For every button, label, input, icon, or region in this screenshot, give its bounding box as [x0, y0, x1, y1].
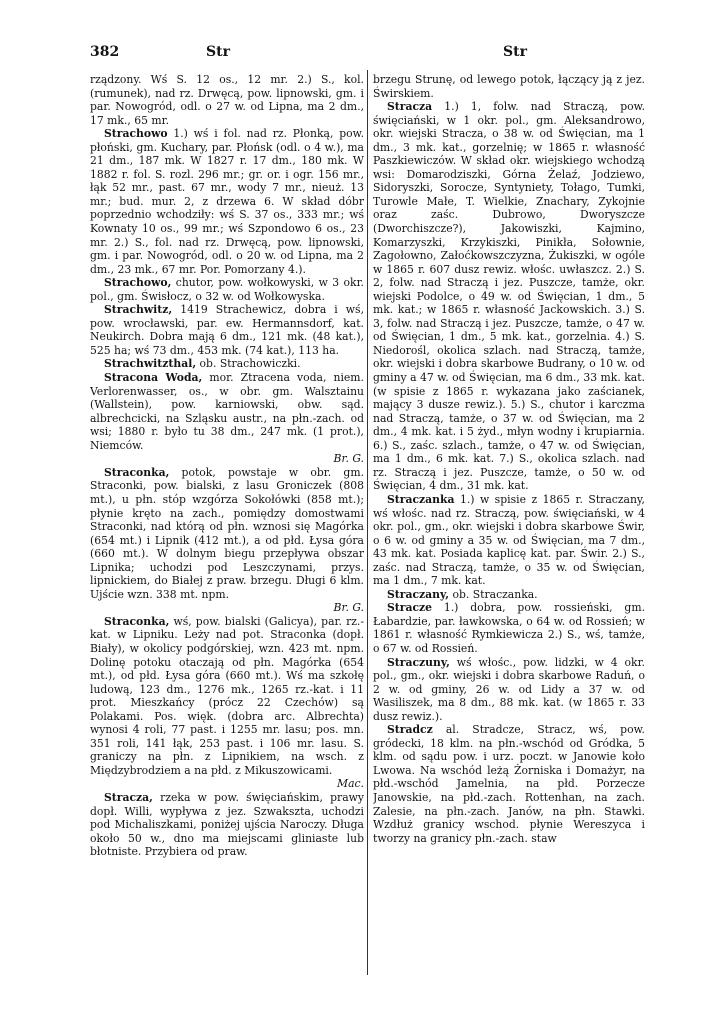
entry-text: 1.) wś i fol. nad rz. Płonką, pow. płoński, gm. Kuchary, par. Płońsk (odl. o 4 w.), ma 21 dm., 187 mk. W 1827 r. 17 dm., 180 mk. W 1882 r. fol. S. rozl. 296 mr.; gr. or. i ogr. 156 mr., łąk 52 mr., past. 67 mr., wody 7 mr., nieuż. 13 mr.; bud. mur. 2, z drzewa 6. W skład dóbr poprzednio wchodziły: wś S. 37 os., 333 mr.; wś Kownaty 10 os., 99 mr.; wś Szpondowo 6 os., 23 mr. 2.) S., fol. nad rz. Drwęcą, pow. lipnowski, gm. i par. Nowogród, odl. o 20 w. od Lipna, ma 2 dm., 23 mk., 67 mr. Por. Pomorzany 4.). [90, 127, 364, 276]
entry-text: mor. Ztracena voda, niem. Verlorenwasser, os., w obr. gm. Walsztainu (Wallstein), pow. karniowski, obw. sąd. albrechcicki, na Szląsku austr., na płn.-zach. od wsi; 1880 r. było tu 38 dm., 247 mk. (1 prot.), Niemców. [90, 371, 364, 452]
dictionary-entry [373, 656, 645, 724]
entry-text: 1.) 1, folw. nad Straczą, pow. święciański, w 1 okr. pol., gm. Aleksandrowo, okr. wiejski Stracza, o 38 w. od Święcian, ma 1 dm., 3 mk. kat., gorzelnię; w 1865 r. własność Paszkiewiczów. W skład okr. wiejskiego wchodzą wsi: Domarodziszki, Górna Żelaź, Jodziewo, Sidoryszki, Sorocze, Syntyniety, Tołago, Tumki, Turowle Małe, T. Wielkie, Znachary, Zykojnie oraz zaśc. Dubrowo, Dworyszcze (Dworchiszcze?), Jakowiszki, Kajmino, Komarzyszki, Krzykiszki, Pinikła, Sołownie, Zagołowno, Załoćkowszczyzna, Żukiszki, w ogóle w 1865 r. 607 dusz rewiz. włośc. uwłaszcz. 2.) S. 2, folw. nad Straczą i jez. Puszcze, tamże, okr. wiejski Podolce, o 49 w. od Święcian, 1 dm., 5 mk. kat.; w 1865 r. własność Jackowskich. 3.) S. 3, folw. nad Straczą i jez. Puszcze, tamże, o 47 w. od Święcian, 1 dm., 5 mk. kat., gorzelnia. 4.) S. Niedorośl, okolica szlach. nad Straczą, tamże, okr. wiejski i dobra skarbowe Budrany, o 10 w. od gminy a 47 w. od Święcian, ma 6 dm., 33 mk. kat. (w spisie z 1865 r. wykazana jako zaścianek, mający 3 dusze rewiz.). 5.) S., chutor i karczma nad Straczą, tamże, o 37 w. od Święcian, ma 2 dm., 4 mk. kat. i 5 żyd., młyn wodny i krupiarnia. 6.) S., zaśc. szlach., tamże, o 47 w. od Święcian, ma 1 dm., 6 mk. kat. 7.) S., okolica szlach. nad rz. Straczą i jez. Puszcze, tamże, o 50 w. od Święcian, 4 dm., 31 mk. kat. [373, 100, 645, 493]
dictionary-entry [90, 357, 364, 371]
dictionary-entry [90, 466, 364, 601]
entry-text: ob. Strachowiczki. [196, 357, 301, 371]
dictionary-entry [90, 127, 364, 276]
column-divider [367, 70, 368, 975]
entry-text: wś, pow. bialski (Galicya), par. rz.-kat. w Lipniku. Leży nad pot. Straconka (dopł. Biały), w okolicy podgórskiej, wzn. 423 mt. npm. Dolinę potoku otaczają od płn. Magórka (654 mt.), od płd. Łysa góra (660 mt.). Wś ma szkołę ludową, 123 dm., 1276 mk., 1265 rz.-kat. i 11 prot. Mieszkańcy (prócz 22 Czechów) są Polakami. Pos. więk. (dobra arc. Albrechta) wynosi 4 roli, 77 past. i 1255 mr. lasu; pos. mn. 351 roli, 141 łąk, 253 past. i 106 mr. lasu. S. graniczy na płn. z Lipnikiem, na wsch. z Międzybrodziem a na płd. z Mikuszowicami. [90, 614, 364, 777]
dictionary-entry [90, 371, 364, 452]
entry-headword: Strachowo, [104, 276, 172, 290]
entry-headword: Stracza [387, 100, 433, 114]
entry-headword: Stracze [387, 601, 433, 615]
entry-text: rządzony. Wś S. 12 os., 12 mr. 2.) S., kol. (rumunek), nad rz. Drwęcą, pow. lipnowski, gm. i par. Nowogród, odl. o 27 w. od Lipna, ma 2 dm., 17 mk., 65 mr. [90, 73, 364, 127]
entry-text: 1.) dobra, pow. rossieński, gm. Łabardzie, par. ławkowska, o 64 w. od Rossień; w 1861 r. własność Rymkiewicza 2.) S., wś, tamże, o 67 w. od Rossień. [373, 601, 645, 655]
right-column [373, 73, 645, 973]
entry-text: rzeka w pow. święciańskim, prawy dopł. Willi, wypływa z jez. Szwakszta, uchodzi pod Michaliszkami, poniżej ujścia Naroczy. Długa około 50 w., dno ma miejscami gliniaste lub błotniste. Przybiera od praw. [90, 790, 364, 859]
entry-headword: Strachwitzthal, [104, 357, 197, 371]
entry-headword: Strachwitz, [104, 303, 173, 317]
page-header [90, 44, 672, 66]
left-column [90, 73, 364, 973]
entry-text: chutor, pow. wołkowyski, w 3 okr. pol., gm. Świsłocz, o 32 w. od Wołkowyska. [90, 276, 364, 303]
dictionary-entry [373, 100, 645, 493]
dictionary-entry [373, 601, 645, 655]
dictionary-entry [373, 588, 645, 602]
entry-headword: Straconka, [104, 465, 170, 479]
dictionary-entry [90, 73, 364, 127]
entry-headword: Stracona Woda, [104, 371, 203, 385]
entry-headword: Strachowo [104, 127, 168, 141]
entry-text: 1.) w spisie z 1865 r. Straczany, wś włośc. nad rz. Straczą, pow. święciański, w 4 okr. pol., gm., okr. wiejski i dobra skarbowe Świr, o 6 w. od gminy a 35 w. od Święcian, ma 7 dm., 43 mk. kat. Posiada kaplicę kat. par. Świr. 2.) S., zaśc. nad Straczą, tamże, o 35 w. od Święcian, ma 1 dm., 7 mk. kat. [373, 492, 645, 588]
dictionary-entry [373, 493, 645, 588]
entry-text: potok, powstaje w obr. gm. Straconki, pow. bialski, z lasu Groniczek (808 mt.), u płn. stóp wzgórza Sokołówki (858 mt.); płynie kręto na zach., pomiędzy domostwami Straconki, nad którą od płn. wznosi się Magórka (654 mt.) i Lipnik (412 mt.), a od płd. Łysa góra (660 mt.). W dolnym biegu przepływa obszar Lipnika; uchodzi pod Leszczynami, przys. lipnickiem, do Białej z praw. brzegu. Długi 6 klm. Ujście wzn. 338 mt. npm. [90, 465, 364, 601]
entry-signature: Mac. [337, 777, 364, 791]
dictionary-entry [90, 615, 364, 778]
dictionary-entry [373, 73, 645, 100]
running-head-right: Str [503, 44, 527, 60]
entry-headword: Stracza, [104, 790, 153, 804]
running-head-left: Str [206, 44, 230, 60]
entry-signature: Br. G. [333, 452, 364, 466]
entry-headword: Straczanka [387, 492, 455, 506]
dictionary-entry [90, 791, 364, 859]
dictionary-entry [90, 276, 364, 303]
entry-text: wś włośc., pow. lidzki, w 4 okr. pol., gm., okr. wiejski i dobra skarbowe Raduń, o 2 w. od gminy, 26 w. od Lidy a 37 w. od Wasiliszek, ma 8 dm., 88 mk. kat. (w 1865 r. 33 dusz rewiz.). [373, 655, 645, 723]
page-number: 382 [90, 44, 120, 60]
entry-text: al. Stradcze, Stracz, wś, pow. gródecki, 18 klm. na płn.-wschód od Gródka, 5 klm. od sądu pow. i urz. poczt. w Janowie koło Lwowa. Na wschód leżą Żorniska i Domażyr, na płd.-wschód Jamelnia, na płd. Porzecze Janowskie, na płd.-zach. Rottenhan, na zach. Zalesie, na płn.-zach. Janów, na płn. Stawki. Wzdłuż granicy wschod. płynie Wereszyca i tworzy na granicy płn.-zach. staw [373, 723, 645, 845]
entry-headword: Stradcz [387, 723, 433, 737]
entry-headword: Straczany, [387, 587, 450, 601]
entry-headword: Straczuny, [387, 655, 450, 669]
entry-text: brzegu Strunę, od lewego potok, łączący ją z jez. Świrskiem. [373, 73, 645, 100]
dictionary-entry [373, 723, 645, 845]
dictionary-entry [90, 303, 364, 357]
entry-signature: Br. G. [333, 601, 364, 615]
entry-text: ob. Straczanka. [449, 587, 538, 601]
entry-text: 1419 Strachewicz, dobra i wś, pow. wrocławski, par. ew. Hermannsdorf, kat. Neukirch. Dobra mają 6 dm., 121 mk. (48 kat.), 525 ha; wś 73 dm., 453 mk. (74 kat.), 113 ha. [90, 303, 364, 357]
entry-headword: Straconka, [104, 614, 170, 628]
